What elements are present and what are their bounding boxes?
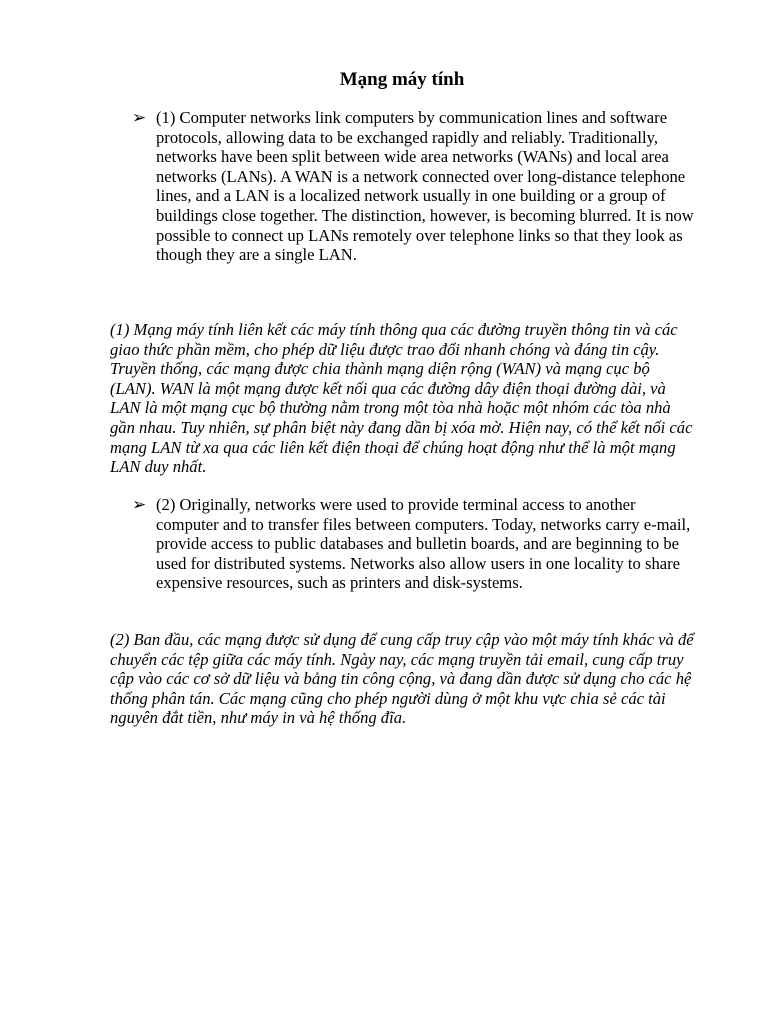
english-paragraph-text: (2) Originally, networks were used to provide terminal access to another computer and to transfer files between computers. Today, networks carry e-mail, provide access to public databases and bulletin boards, and are beginning to be used for distributed systems. Networks also allow users in one locality to share expensive resources, such as printers and disk-systems.	[156, 495, 691, 593]
vietnamese-paragraph-2: (2) Ban đầu, các mạng được sử dụng để cung cấp truy cập vào một máy tính khác và để chuyển các tệp giữa các máy tính. Ngày nay, các mạng truyền tải email, cung cấp truy cập vào các cơ sở dữ liệu và bảng tin công cộng, và đang dần được sử dụng cho các hệ thống phân tán. Các mạng cũng cho phép người dùng ở một khu vực chia sẻ các tài nguyên đắt tiền, như máy in và hệ thống đĩa.	[110, 630, 694, 728]
arrowhead-bullet-icon: ➢	[132, 108, 147, 127]
page-title: Mạng máy tính	[339, 69, 465, 90]
vietnamese-paragraph-1: (1) Mạng máy tính liên kết các máy tính thông qua các đường truyền thông tin và các giao thức phần mềm, cho phép dữ liệu được trao đổi nhanh chóng và đáng tin cậy. Truyền thống, các mạng được chia thành mạng diện rộng (WAN) và mạng cục bộ (LAN). WAN là một mạng được kết nối qua các đường dây điện thoại đường dài, và LAN là một mạng cục bộ thường nằm trong một tòa nhà hoặc một nhóm các tòa nhà gần nhau. Tuy nhiên, sự phân biệt này đang dần bị xóa mờ. Hiện nay, có thể kết nối các mạng LAN từ xa qua các liên kết điện thoại để chúng hoạt động như thể là một mạng LAN duy nhất.	[110, 320, 693, 477]
english-paragraph-text: (1) Computer networks link computers by communication lines and software protocols, allowing data to be exchanged rapidly and reliably. Traditionally, networks have been split between wide area networks (WANs) and local area networks (LANs). A WAN is a network connected over long-distance telephone lines, and a LAN is a localized network usually in one building or a group of buildings close together. The distinction, however, is becoming blurred. It is now possible to connect up LANs remotely over telephone links so that they look as though they are a single LAN.	[156, 108, 694, 265]
arrowhead-bullet-icon: ➢	[132, 495, 147, 514]
